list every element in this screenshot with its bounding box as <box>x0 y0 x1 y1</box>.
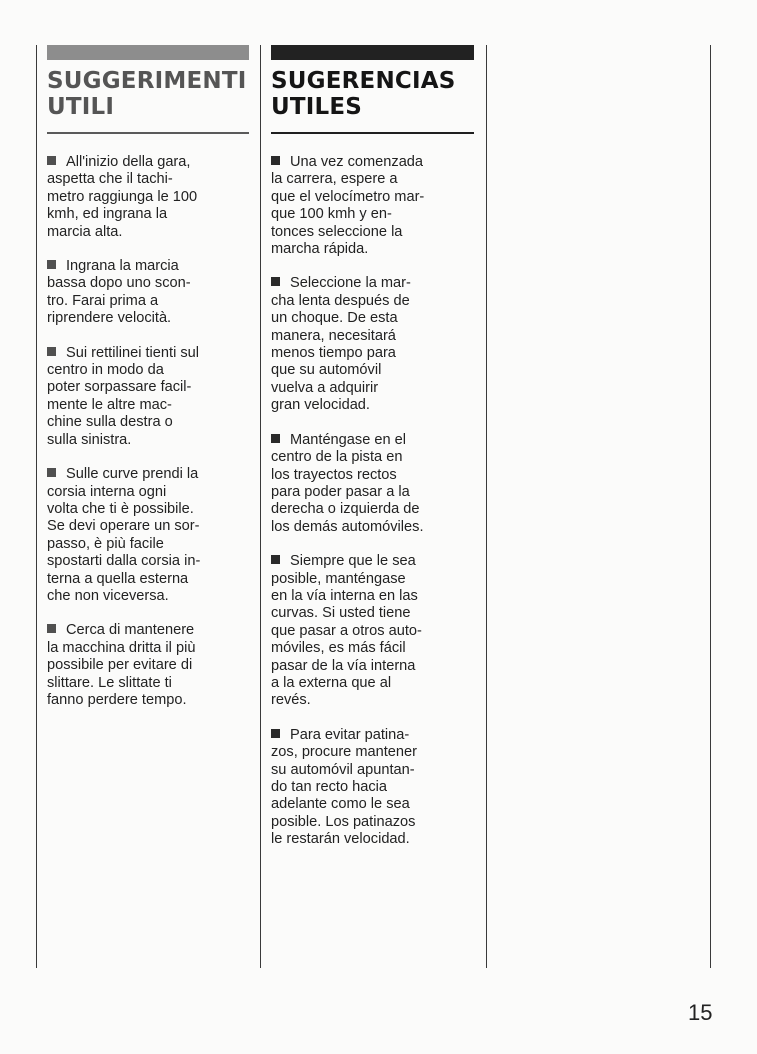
tip-italian-2 <box>47 258 249 328</box>
bullet-icon <box>47 624 56 633</box>
tip-text: Siempre que le sea posible, manténgase en la vía interna en las curvas. Si usted tiene que pasar a otros auto- móviles, es más fácil pasar de la vía interna a la externa que al revés. <box>271 553 422 709</box>
bullet-icon <box>47 260 56 269</box>
bullet-icon <box>271 434 280 443</box>
tip-spanish-4 <box>271 553 474 710</box>
heading-spanish: SUGERENCIAS UTILES <box>271 68 456 120</box>
heading-italian: SUGGERIMENTI UTILI <box>47 68 247 120</box>
italian-column <box>47 45 249 709</box>
heading-bar-italian <box>47 45 249 60</box>
tip-italian-1 <box>47 154 249 241</box>
tip-text: Para evitar patina- zos, procure mantener su automóvil apuntan- do tan recto hacia adelante como le sea posible. Los patinazos le restarán velocidad. <box>271 726 418 848</box>
bullet-icon <box>271 156 280 165</box>
tip-spanish-3 <box>271 432 474 536</box>
bullet-icon <box>47 156 56 165</box>
heading-rule-italian <box>47 132 249 134</box>
tip-text: Seleccione la mar- cha lenta después de un choque. De esta manera, necesitará menos tiempo para que su automóvil vuelva a adquirir gran velocidad. <box>271 275 411 414</box>
tip-text: Sulle curve prendi la corsia interna ogni volta che ti è possibile. Se devi operare un sor- passo, è più facile spostarti dalla corsia in- terna a quella esterna che non viceversa. <box>47 466 201 604</box>
column-divider-right <box>710 45 711 968</box>
bullet-icon <box>47 468 56 477</box>
tip-text: All'inizio della gara, aspetta che il tachi- metro raggiunga le 100 kmh, ed ingrana la marcia alta. <box>47 154 198 240</box>
tip-italian-3 <box>47 345 249 449</box>
bullet-icon <box>271 729 280 738</box>
tips-list-italian <box>47 154 249 709</box>
tip-spanish-5 <box>271 727 474 849</box>
tip-text: Cerca di mantenere la macchina dritta il più possibile per evitare di slittare. Le slittate ti fanno perdere tempo. <box>47 622 196 708</box>
bullet-icon <box>47 347 56 356</box>
tip-text: Ingrana la marcia bassa dopo uno scon- tro. Farai prima a riprendere velocità. <box>47 258 191 327</box>
heading-bar-spanish <box>271 45 474 60</box>
column-divider-left <box>36 45 37 968</box>
tip-text: Manténgase en el centro de la pista en los trayectos rectos para poder pasar a la derecha o izquierda de los demás automóviles. <box>271 431 424 535</box>
heading-rule-spanish <box>271 132 474 134</box>
tip-text: Una vez comenzada la carrera, espere a que el velocímetro mar- que 100 kmh y en- tonces seleccione la marcha rápida. <box>271 154 425 258</box>
tips-list-spanish <box>271 154 474 849</box>
tip-italian-4 <box>47 466 249 605</box>
page-number: 15 <box>688 1000 713 1025</box>
bullet-icon <box>271 555 280 564</box>
tip-spanish-1 <box>271 154 474 258</box>
tip-spanish-2 <box>271 275 474 414</box>
column-divider-middle <box>260 45 261 968</box>
tip-text: Sui rettilinei tienti sul centro in modo da poter sorpassare facil- mente le altre mac- chine sulla destra o sulla sinistra. <box>47 344 200 448</box>
spanish-column <box>271 45 474 849</box>
column-divider-center-right <box>486 45 487 968</box>
tip-italian-5 <box>47 622 249 709</box>
bullet-icon <box>271 277 280 286</box>
